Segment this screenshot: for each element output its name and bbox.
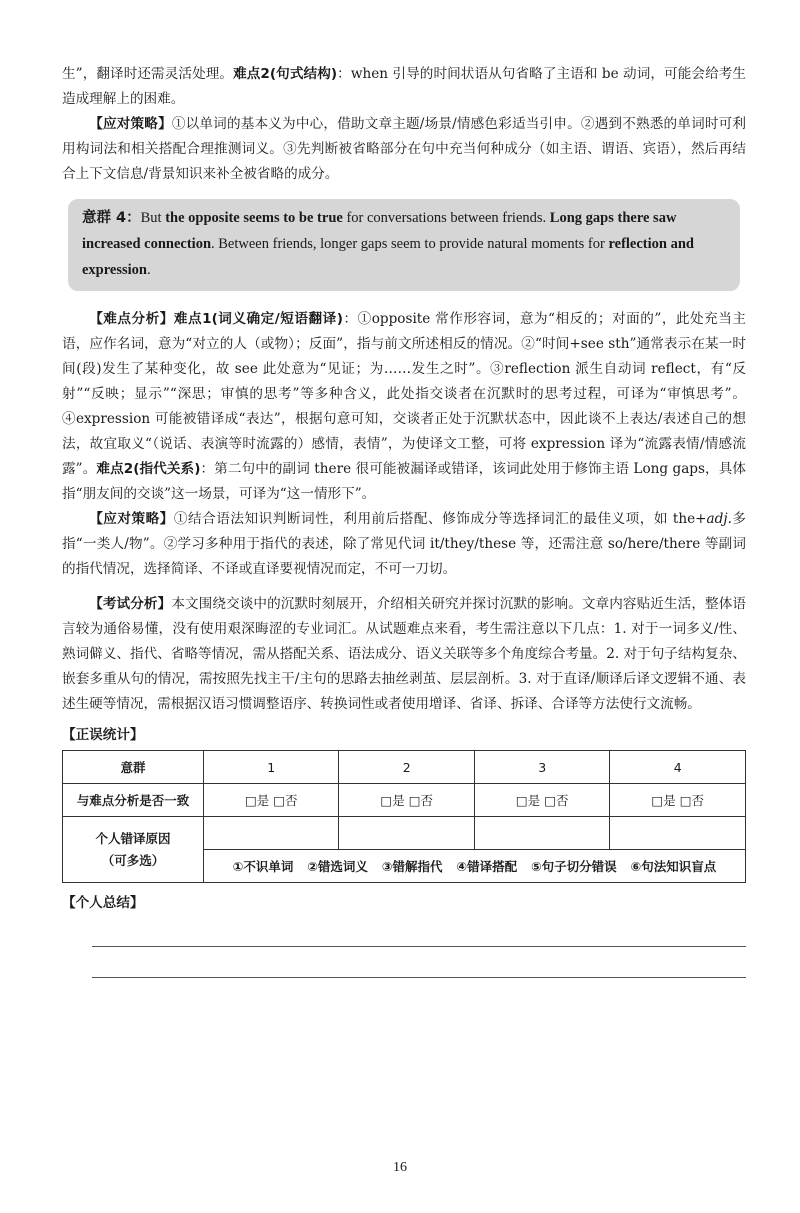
table-row [63, 784, 746, 817]
reason-cell-4[interactable] [610, 817, 746, 850]
checkbox-pair-2[interactable]: □是 □否 [339, 784, 474, 817]
paragraph-strategy-2 [62, 507, 746, 582]
bold-label: 【考试分析】 [89, 596, 172, 612]
reason-option[interactable]: ②错选词义 [307, 858, 368, 874]
reason-option[interactable]: ⑤句子切分错误 [531, 858, 617, 874]
summary-heading: 【个人总结】 [62, 895, 144, 911]
reason-option[interactable]: ①不识单词 [232, 858, 294, 874]
bold-label: 【难点分析】难点1(词义确定/短语翻译) [89, 311, 343, 327]
error-reason-label: 个人错译原因 [95, 830, 171, 846]
bold-label: 【应对策略】 [89, 511, 174, 527]
row-label-error-reason [63, 817, 204, 883]
col-4: 4 [610, 751, 746, 784]
reason-option[interactable]: ④错译搭配 [456, 858, 518, 874]
bold-label: 【应对策略】 [89, 116, 172, 132]
text-run: 本文围绕交谈中的沉默时刻展开，介绍相关研究并探讨沉默的影响。文章内容贴近生活，整体语言较为通俗易懂，没有使用艰深晦涩的专业词汇。从试题难点来看，考生需注意以下几点：1. 对于一词多义/性、熟词僻义、指代、省略等情况，需从搭配关系、语法成分、语义关联等多个角度综合考量。2. 对于句子结构复杂、嵌套多重从句的情况，需按照先找主干/主句的思路去抽丝剥茧、层层剖析。3. 对于直译/顺译后译文逻辑不通、表述生硬等情况，需根据汉语习惯调整语序、转换词性或者使用增译、省译、拆译、合译等方法使行文流畅。 [62, 596, 747, 712]
page-content [62, 62, 746, 978]
bold-phrase: Long gaps there saw increased connection [82, 210, 677, 252]
bold-phrase: the opposite seems to be true [165, 210, 343, 226]
text-run: ：when 引导的时间状语从句省略了主语和 be 动词，可能会给考生造成理解上的困难。 [62, 66, 747, 107]
text-run: ①结合语法知识判断词性，利用前后搭配、修饰成分等选择词汇的最佳义项，如 the+ [173, 511, 707, 527]
reason-option[interactable]: ⑥句法知识盲点 [630, 858, 717, 874]
text-run: ：第二句中的副词 there 很可能被漏译或错译，该词此处用于修饰主语 Long gaps，具体指“朋友间的交谈”这一场景，可译为“这一情形下”。 [62, 461, 747, 502]
stats-table [62, 750, 746, 883]
reason-cell-3[interactable] [474, 817, 609, 850]
text-run: . Between friends, longer gaps seem to provide natural moments for [211, 236, 609, 252]
table-row [63, 751, 746, 784]
summary-line-1[interactable] [92, 916, 746, 947]
sense-group-4-box [68, 199, 740, 291]
checkbox-pair-3[interactable]: □是 □否 [474, 784, 609, 817]
bold-phrase: reflection and expression [82, 236, 694, 278]
paragraph-strategy-1 [62, 112, 746, 187]
paragraph-difficulty-2 [62, 62, 746, 112]
page-number: 16 [393, 1160, 407, 1175]
table-row [63, 817, 746, 850]
text-run: 多指“一类人/物”。②学习多种用于指代的表述，除了常见代词 it/they/these 等，还需注意 so/here/there 等副词的指代情况，选择简译、不译或直译要视情况而定，不可一刀切。 [62, 511, 747, 577]
text-run: 生”，翻译时还需灵活处理。 [62, 66, 234, 82]
bold-label: 难点2(指代关系) [96, 461, 201, 477]
text-run: But [140, 210, 166, 226]
reason-cell-1[interactable] [204, 817, 339, 850]
stats-heading: 【正误统计】 [62, 727, 144, 743]
summary-line-2[interactable] [92, 947, 746, 978]
italic-abbrev: adj. [706, 511, 732, 527]
col-2: 2 [339, 751, 474, 784]
text-run: ：①opposite 常作形容词，意为“相反的；对面的”，此处充当主语，应作名词，意为“对立的人（或物）；反面”，指与前文所述相反的情况。②“时间+see sth”通常表示在某一时间(段)发生了某种变化，故 see 此处意为“见证；为……发生之时”。③reflection 派生自动词 reflect，有“反射”“反映；显示”“深思；审慎的思考”等多种含义，此处指交谈者在沉默时的思考过程，可译为“审慎思考”。④expression 可能被错译成“表达”，根据句意可知，交谈者正处于沉默状态中，因此谈不上表达/表述自己的想法，故宜取义“（说话、表演等时流露的）感情，表情”，为使译文工整，可将 expression 译为“流露表情/情感流露”。 [62, 311, 746, 477]
text-run: ①以单词的基本义为中心，借助文章主题/场景/情感色彩适当引申。②遇到不熟悉的单词时可利用构词法和相关搭配合理推测词义。③先判断被省略部分在句中充当何种成分（如主语、谓语、宾语），然后再结合上下文信息/背景知识来补全被省略的成分。 [62, 116, 746, 182]
col-1: 1 [204, 751, 339, 784]
checkbox-pair-4[interactable]: □是 □否 [610, 784, 746, 817]
row-label-consistency: 与难点分析是否一致 [63, 784, 204, 817]
reason-cell-2[interactable] [339, 817, 474, 850]
text-run: for conversations between friends. [342, 210, 550, 226]
bold-label: 难点2(句式结构) [233, 66, 338, 82]
paragraph-analysis [62, 307, 746, 507]
multi-select-note: （可多选） [101, 852, 165, 868]
col-label: 意群 [63, 751, 204, 784]
box-label: 意群 4： [82, 210, 141, 226]
reason-options [204, 850, 746, 883]
checkbox-pair-1[interactable]: □是 □否 [204, 784, 339, 817]
paragraph-exam-analysis [62, 592, 746, 717]
col-3: 3 [474, 751, 609, 784]
text-run: . [147, 262, 151, 278]
reason-option[interactable]: ③错解指代 [381, 858, 443, 874]
